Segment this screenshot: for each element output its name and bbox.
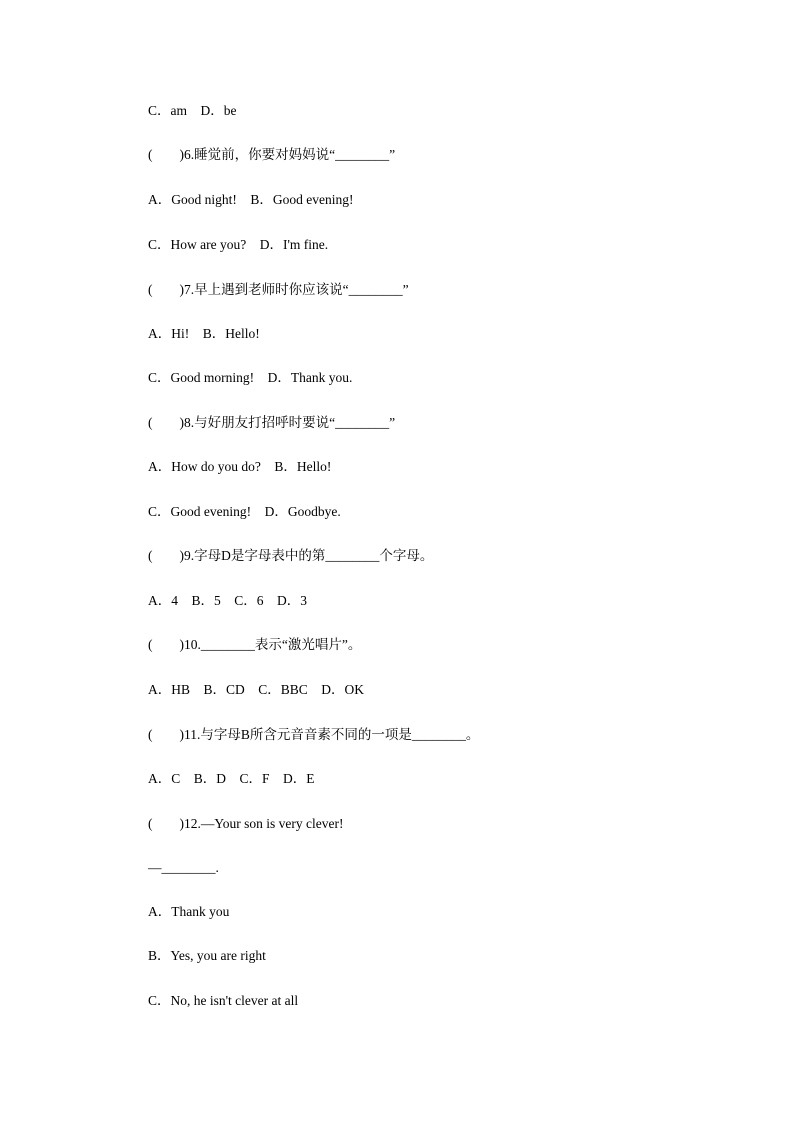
- question-6: ( )6.睡觉前，你要对妈妈说“________”: [148, 147, 396, 162]
- question-10: ( )10.________表示“激光唱片”。: [148, 637, 362, 652]
- option-q12-b: B．Yes, you are right: [148, 948, 266, 963]
- question-8: ( )8.与好朋友打招呼时要说“________”: [148, 415, 396, 430]
- question-12: ( )12.—Your son is very clever!: [148, 816, 344, 831]
- option-line-q7-ab: A．Hi! B．Hello!: [148, 326, 260, 341]
- question-12-reply: —________.: [148, 860, 219, 875]
- option-line-q6-ab: A．Good night! B．Good evening!: [148, 192, 354, 207]
- option-line-q6-cd: C．How are you? D．I'm fine.: [148, 237, 329, 252]
- option-line-q8-ab: A．How do you do? B．Hello!: [148, 459, 332, 474]
- question-7: ( )7.早上遇到老师时你应该说“________”: [148, 282, 409, 297]
- option-line-q5-cd: C．am D．be: [148, 103, 237, 118]
- option-q12-c: C．No, he isn't clever at all: [148, 993, 299, 1008]
- option-q12-a: A．Thank you: [148, 904, 230, 919]
- option-line-q8-cd: C．Good evening! D．Goodbye.: [148, 504, 341, 519]
- question-11: ( )11.与字母B所含元音音素不同的一项是________。: [148, 727, 480, 742]
- option-line-q9: A．4 B．5 C．6 D．3: [148, 593, 308, 608]
- question-9: ( )9.字母D是字母表中的第________个字母。: [148, 548, 434, 563]
- option-line-q11: A．C B．D C．F D．E: [148, 771, 315, 786]
- option-line-q10: A．HB B．CD C．BBC D．OK: [148, 682, 365, 697]
- option-line-q7-cd: C．Good morning! D．Thank you.: [148, 370, 353, 385]
